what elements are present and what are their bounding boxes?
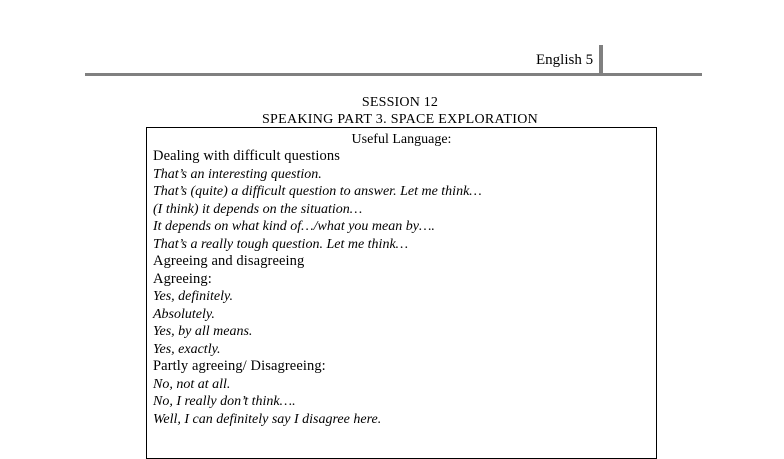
subsection-heading: Agreeing: <box>153 270 212 287</box>
phrase-line: Yes, definitely. <box>153 289 233 304</box>
phrase-line: (I think) it depends on the situation… <box>153 201 363 217</box>
session-subtitle: SPEAKING PART 3. SPACE EXPLORATION <box>261 112 539 127</box>
section-heading: Agreeing and disagreeing <box>153 253 305 269</box>
box-heading: Useful Language: <box>351 132 452 147</box>
phrase-line: Well, I can definitely say I disagree here. <box>153 411 382 427</box>
course-label: English 5 <box>536 52 594 68</box>
phrase-line: Yes, by all means. <box>153 324 253 339</box>
section-heading: Dealing with difficult questions <box>153 148 340 164</box>
phrase-line: No, not at all. <box>153 376 231 392</box>
phrase-line: Absolutely. <box>153 306 215 322</box>
session-title: SESSION 12 <box>361 95 439 110</box>
phrase-line: Yes, exactly. <box>153 341 221 357</box>
phrase-line: That’s an interesting question. <box>153 166 322 182</box>
phrase-list <box>153 148 653 428</box>
phrase-line: No, I really don’t think…. <box>153 394 296 409</box>
phrase-line: That’s (quite) a difficult question to answer. Let me think… <box>153 184 482 199</box>
phrase-line: It depends on what kind of…/what you mean by…. <box>153 219 435 234</box>
useful-language-box <box>146 127 657 459</box>
subsection-heading: Partly agreeing/ Disagreeing: <box>153 358 326 374</box>
phrase-line: That’s a really tough question. Let me think… <box>153 236 409 252</box>
header-vertical-bar <box>599 45 603 74</box>
header-rule <box>85 73 702 76</box>
